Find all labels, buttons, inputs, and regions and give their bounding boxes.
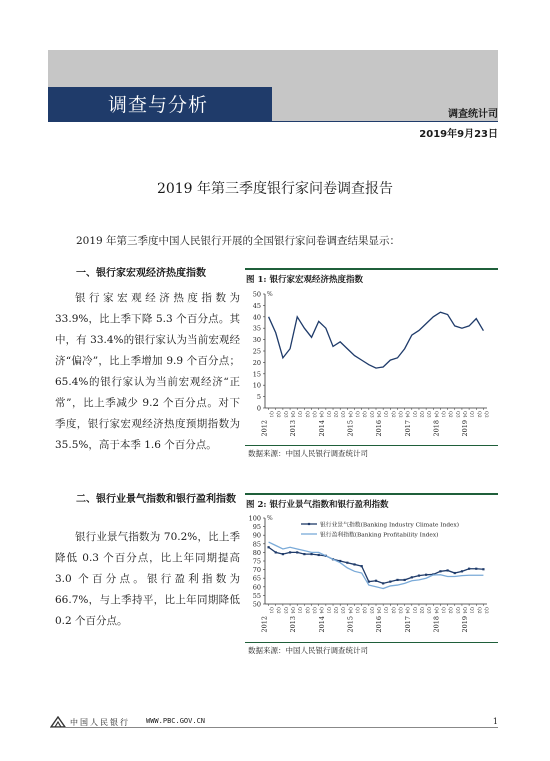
y-tick-label: 80 [252, 548, 261, 557]
data-point [447, 569, 449, 571]
figure-top-rule [245, 268, 498, 270]
year-label: 2012 [260, 420, 269, 437]
figure-title [246, 273, 363, 285]
x-tick-label: Q2 [332, 607, 338, 614]
series-line [269, 547, 484, 583]
x-tick-label: Q2 [447, 607, 453, 614]
x-tick-label: Q2 [275, 607, 281, 614]
year-label: 2019 [461, 420, 470, 437]
year-label: 2019 [461, 616, 470, 633]
x-tick-label: Q1 [268, 411, 274, 418]
y-tick-label: 0 [256, 404, 261, 413]
header-rule [48, 121, 498, 122]
x-tick-label: Q4 [461, 411, 467, 418]
x-tick-label: Q4 [432, 411, 438, 418]
data-point [396, 579, 398, 581]
x-tick-label: Q3 [425, 607, 431, 614]
report-title: 2019 年第三季度银行家问卷调查报告 [156, 181, 394, 197]
x-tick-label: Q4 [461, 607, 467, 614]
y-tick-label: 95 [252, 523, 261, 532]
data-point [353, 563, 355, 565]
x-tick-label: Q2 [418, 607, 424, 614]
banking-climate-chart [245, 512, 498, 640]
data-point [289, 551, 291, 553]
y-tick-label: 45 [252, 301, 261, 310]
x-tick-label: Q3 [368, 411, 374, 418]
figure-label: 图 1: [246, 275, 267, 285]
data-point [468, 568, 470, 570]
data-point [368, 581, 370, 583]
year-label: 2014 [317, 616, 326, 633]
section-heading: 一、银行家宏观经济热度指数 [76, 268, 206, 279]
figure-top-rule [245, 493, 498, 495]
year-label: 2018 [432, 616, 441, 633]
x-tick-label: Q3 [339, 607, 345, 614]
x-tick-label: Q1 [296, 607, 302, 614]
x-tick-label: Q4 [318, 607, 324, 614]
y-tick-label: 35 [252, 324, 261, 333]
data-point [439, 570, 441, 572]
y-tick-label: 40 [252, 313, 261, 322]
data-point [482, 568, 484, 570]
x-tick-label: Q1 [382, 607, 388, 614]
y-tick-label: 55 [252, 591, 261, 600]
data-point [375, 580, 377, 582]
x-tick-label: Q2 [275, 411, 281, 418]
y-tick-label: 50 [252, 600, 261, 609]
year-label: 2014 [317, 420, 326, 437]
y-tick-label: 60 [252, 583, 261, 592]
x-tick-label: Q2 [361, 411, 367, 418]
figure-caption: 银行家宏观经济热度指数 [269, 275, 363, 285]
legend-marker [308, 523, 310, 525]
figure-label: 图 2: [246, 500, 267, 510]
y-tick-label: 65 [252, 574, 261, 583]
y-tick-label: 20 [252, 358, 261, 367]
x-tick-label: Q3 [311, 411, 317, 418]
y-tick-label: 5 [256, 393, 261, 402]
y-tick-label: 15 [252, 370, 261, 379]
year-label: 2013 [289, 616, 298, 633]
x-tick-label: Q3 [482, 607, 488, 614]
x-tick-label: Q1 [411, 607, 417, 614]
x-tick-label: Q4 [318, 411, 324, 418]
x-tick-label: Q3 [311, 607, 317, 614]
section-title: 调查与分析 [108, 94, 209, 116]
x-tick-label: Q1 [439, 607, 445, 614]
x-tick-label: Q4 [432, 607, 438, 614]
x-tick-label: Q4 [375, 607, 381, 614]
x-tick-label: Q1 [325, 411, 331, 418]
year-label: 2016 [375, 420, 384, 437]
figure-source: 数据来源：中国人民银行调查统计司 [248, 449, 368, 458]
legend-label: 银行盈利指数(Banking Profitability Index) [320, 532, 439, 539]
year-label: 2017 [403, 420, 412, 437]
data-point [361, 565, 363, 567]
x-tick-label: Q1 [325, 607, 331, 614]
year-label: 2018 [432, 420, 441, 437]
page-number: 1 [492, 717, 498, 726]
figure-title [246, 498, 389, 510]
report-date: 2019年9月23日 [419, 129, 498, 140]
year-label: 2017 [403, 616, 412, 633]
intro-paragraph: 2019 年第三季度中国人民银行开展的全国银行家问卷调查结果显示： [76, 235, 401, 247]
x-tick-label: Q3 [282, 607, 288, 614]
data-point [425, 574, 427, 576]
figure-source: 数据来源：中国人民银行调查统计司 [248, 646, 368, 655]
data-point [267, 546, 269, 548]
data-point [275, 551, 277, 553]
data-point [454, 572, 456, 574]
data-point [404, 579, 406, 581]
year-label: 2015 [346, 616, 355, 633]
data-point [418, 575, 420, 577]
data-point [389, 581, 391, 583]
data-point [346, 562, 348, 564]
x-tick-label: Q3 [282, 411, 288, 418]
figure-caption: 银行业景气指数和银行盈利指数 [269, 500, 389, 510]
series-line [269, 312, 484, 368]
x-tick-label: Q2 [361, 607, 367, 614]
x-tick-label: Q4 [346, 411, 352, 418]
figure-bottom-rule [245, 642, 498, 643]
section-heading: 二、银行业景气指数和银行盈利指数 [76, 494, 236, 505]
x-tick-label: Q3 [425, 411, 431, 418]
x-tick-label: Q2 [303, 411, 309, 418]
macro-heat-index-chart [245, 288, 498, 444]
x-tick-label: Q2 [389, 411, 395, 418]
x-tick-label: Q2 [418, 411, 424, 418]
x-tick-label: Q4 [375, 411, 381, 418]
x-tick-label: Q2 [475, 411, 481, 418]
x-tick-label: Q2 [447, 411, 453, 418]
x-tick-label: Q2 [475, 607, 481, 614]
data-point [296, 551, 298, 553]
footer-bank-name: 中国人民银行 [70, 718, 130, 727]
x-tick-label: Q1 [354, 411, 360, 418]
year-label: 2015 [346, 420, 355, 437]
unit-label: % [267, 291, 273, 298]
x-tick-label: Q3 [396, 607, 402, 614]
y-tick-label: 75 [252, 557, 261, 566]
data-point [318, 554, 320, 556]
y-tick-label: 100 [248, 514, 261, 523]
figure-bottom-rule [245, 445, 498, 446]
x-tick-label: Q3 [368, 607, 374, 614]
legend-label: 银行业景气指数(Banking Industry Climate Index) [320, 522, 459, 529]
footer-rule [50, 727, 498, 728]
x-tick-label: Q3 [454, 607, 460, 614]
y-tick-label: 50 [252, 290, 261, 299]
x-tick-label: Q1 [439, 411, 445, 418]
header-band [48, 50, 498, 87]
data-point [303, 553, 305, 555]
x-tick-label: Q2 [389, 607, 395, 614]
department-label: 调查统计司 [448, 109, 498, 120]
x-tick-label: Q3 [396, 411, 402, 418]
data-point [310, 553, 312, 555]
y-tick-label: 90 [252, 531, 261, 540]
y-tick-label: 10 [252, 381, 261, 390]
y-tick-label: 25 [252, 347, 261, 356]
data-point [461, 570, 463, 572]
x-tick-label: Q2 [303, 607, 309, 614]
x-tick-label: Q4 [404, 607, 410, 614]
data-point [411, 576, 413, 578]
y-tick-label: 85 [252, 540, 261, 549]
x-tick-label: Q1 [354, 607, 360, 614]
section-paragraph: 银行家宏观经济热度指数为 33.9%，比上季下降 5.3 个百分点。其中，有 33.4%的银行家认为当前宏观经济“偏冷”，比上季增加 9.9 个百分点；65.4%的银行家认为当前宏观经济“正常”，比上季减少 9.2 个百分点。对下季度，银行家宏观经济热度预期指数为 35.5%，高于本季 1.6 个百分点。 [55, 292, 240, 451]
x-tick-label: Q1 [382, 411, 388, 418]
x-tick-label: Q1 [468, 607, 474, 614]
x-tick-label: Q2 [332, 411, 338, 418]
x-tick-label: Q4 [404, 411, 410, 418]
x-tick-label: Q4 [289, 607, 295, 614]
data-point [382, 582, 384, 584]
year-label: 2016 [375, 616, 384, 633]
unit-label: % [267, 515, 273, 522]
y-tick-label: 30 [252, 336, 261, 345]
data-point [282, 553, 284, 555]
x-tick-label: Q3 [482, 411, 488, 418]
x-tick-label: Q4 [346, 607, 352, 614]
x-tick-label: Q1 [411, 411, 417, 418]
x-tick-label: Q1 [296, 411, 302, 418]
x-tick-label: Q4 [289, 411, 295, 418]
x-tick-label: Q3 [339, 411, 345, 418]
data-point [475, 568, 477, 570]
section-paragraph: 银行业景气指数为 70.2%，比上季降低 0.3 个百分点，比上年同期提高 3.0 个百分点。银行盈利指数为 66.7%，与上季持平，比上年同期降低 0.2 个百分点。 [55, 531, 240, 627]
y-tick-label: 70 [252, 566, 261, 575]
year-label: 2013 [289, 420, 298, 437]
year-label: 2012 [260, 616, 269, 633]
x-tick-label: Q1 [468, 411, 474, 418]
x-tick-label: Q1 [268, 607, 274, 614]
footer-url: WWW.PBC.GOV.CN [146, 717, 206, 725]
x-tick-label: Q3 [454, 411, 460, 418]
